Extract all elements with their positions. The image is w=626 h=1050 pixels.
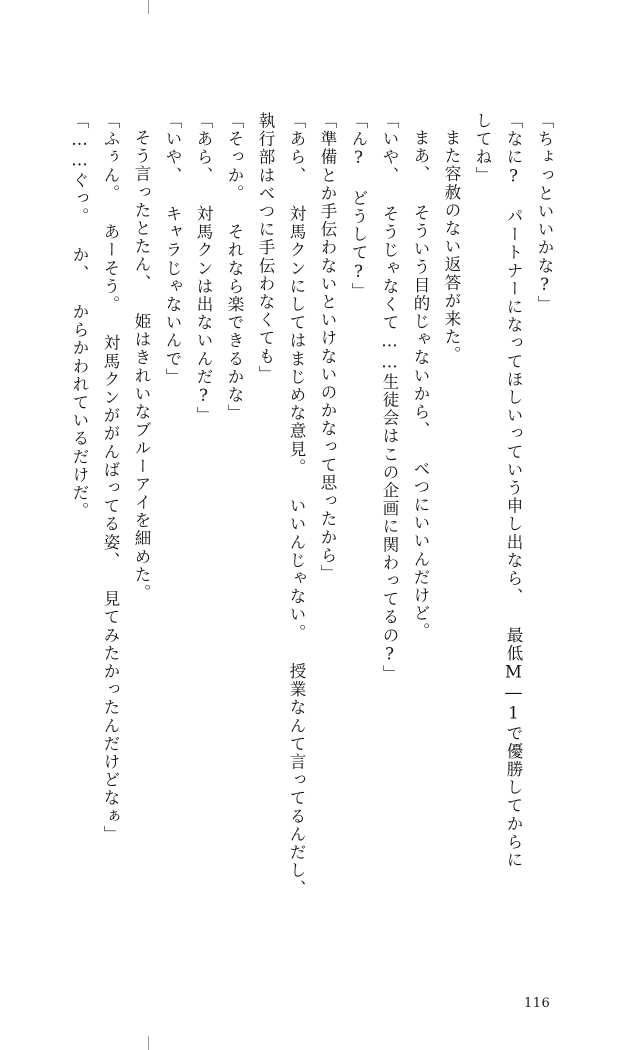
text-line: 「なに? パートナーになってほしいっていう申し出なら、 最低M―1で優勝してからに — [504, 112, 523, 870]
page-number: 116 — [524, 996, 551, 1011]
text-line: 「そっか。 それなら楽できるかな」 — [225, 112, 244, 423]
text-line: 「……ぐっ。 か、 からかわれているだけだ。 — [70, 112, 89, 521]
text-line: 「ん? どうして?」 — [349, 112, 368, 301]
text-line: また容赦のない返答が来た。 — [442, 128, 461, 364]
text-line: 「いや、 そうじゃなくて……生徒会はこの企画に関わってるの?」 — [380, 112, 399, 684]
text-line: 「あら、 対馬クンにしてはまじめな意見。 いいんじゃない。 授業なんて言ってるんだし、 — [287, 112, 306, 898]
crop-mark-bottom — [148, 1036, 149, 1050]
text-line: 「あら、 対馬クンは出ないんだ?」 — [194, 112, 213, 425]
text-line: 「いや、 キャラじゃないんで」 — [163, 112, 182, 386]
text-line: 執行部はべつに手伝わなくても」 — [256, 112, 275, 384]
text-line: 「ちょっといいかな?」 — [535, 112, 554, 314]
text-line: まあ、 そういう目的じゃないから、 べつにいいんだけど。 — [411, 128, 430, 641]
crop-mark-top — [148, 0, 149, 14]
text-line: 「ふぅん。 あーそう。 対馬クンががんばってる姿、 見てみたかったんだけどなぁ」 — [101, 112, 120, 844]
page-text-block — [70, 112, 560, 912]
text-line: 「準備とか手伝わないといけないのかなって思ったから」 — [318, 112, 337, 583]
text-line: してね」 — [473, 112, 492, 185]
text-line: そう言ったとたん、 姫はきれいなブルーアイを細めた。 — [132, 128, 151, 602]
